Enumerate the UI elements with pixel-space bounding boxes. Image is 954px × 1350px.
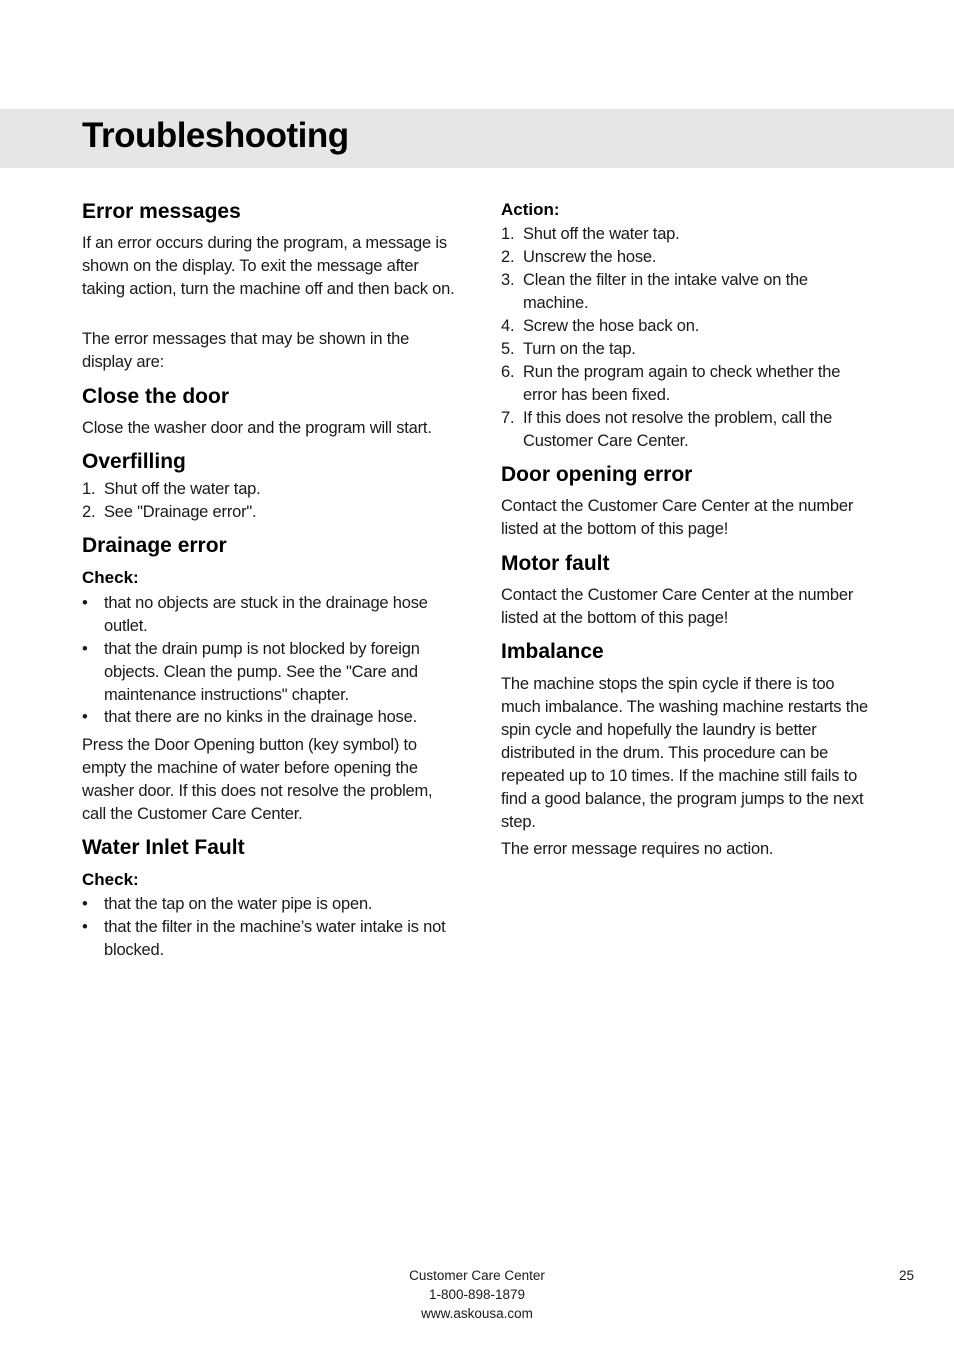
close-door-text: Close the washer door and the program will start. <box>82 419 432 437</box>
step-number: 1. <box>82 480 96 498</box>
check-text: that the tap on the water pipe is open. <box>104 895 373 913</box>
error-messages-heading: Error messages <box>82 200 241 223</box>
door-opening-error-text: Contact the Customer Care Center at the number listed at the bottom of this page! <box>501 497 854 538</box>
drainage-note: Press the Door Opening button (key symbol) to empty the machine of water before opening the washer door. If this does not resolve the problem, call the Customer Care Center. <box>82 736 433 823</box>
step-text: Shut off the water tap. <box>104 480 261 498</box>
step-text: Shut off the water tap. <box>523 225 680 243</box>
drainage-check-label: Check: <box>82 568 139 587</box>
close-door-heading: Close the door <box>82 385 230 408</box>
bullet: • <box>82 594 88 612</box>
step-text: Unscrew the hose. <box>523 248 657 266</box>
step-text: See "Drainage error". <box>104 503 257 521</box>
check-text: that the drain pump is not blocked by foreign objects. Clean the pump. See the "Care and maintenance instructions" chapter. <box>104 640 420 704</box>
check-text: that there are no kinks in the drainage hose. <box>104 708 417 726</box>
footer-website: www.askousa.com <box>421 1306 533 1321</box>
overfilling-heading: Overfilling <box>82 450 186 473</box>
error-messages-intro: If an error occurs during the program, a message is shown on the display. To exit the message after taking action, turn the machine off and then back on. <box>82 234 455 298</box>
motor-fault-text: Contact the Customer Care Center at the number listed at the bottom of this page! <box>501 586 854 627</box>
bullet: • <box>82 918 88 936</box>
step-number: 7. <box>501 409 515 427</box>
footer-phone: 1-800-898-1879 <box>428 1287 526 1302</box>
check-text: that no objects are stuck in the drainage hose outlet. <box>104 594 428 635</box>
imbalance-note: The error message requires no action. <box>501 840 774 858</box>
step-text: Turn on the tap. <box>523 340 636 358</box>
imbalance-text: The machine stops the spin cycle if there is too much imbalance. The washing machine restarts the spin cycle and hopefully the laundry is better distributed in the drum. This procedure can be repeated up to 10 times. If the machine still fails to find a good balance, the program jumps to the next step. <box>501 675 869 831</box>
step-number: 4. <box>501 317 515 335</box>
check-text: that the filter in the machine’s water intake is not blocked. <box>104 918 446 959</box>
page-title: Troubleshooting <box>82 116 349 155</box>
bullet: • <box>82 895 88 913</box>
imbalance-heading: Imbalance <box>501 640 604 663</box>
error-messages-list-intro: The error messages that may be shown in the display are: <box>82 330 410 371</box>
water-inlet-fault-heading: Water Inlet Fault <box>82 836 245 859</box>
step-text: Clean the filter in the intake valve on the machine. <box>523 271 808 312</box>
step-number: 2. <box>82 503 96 521</box>
step-text: Screw the hose back on. <box>523 317 700 335</box>
step-number: 5. <box>501 340 515 358</box>
footer-contact-name: Customer Care Center <box>409 1268 545 1283</box>
page-number: 25 <box>898 1268 914 1283</box>
door-opening-error-heading: Door opening error <box>501 463 693 486</box>
step-text: If this does not resolve the problem, call the Customer Care Center. <box>523 409 833 450</box>
step-text: Run the program again to check whether the error has been fixed. <box>523 363 841 404</box>
drainage-error-heading: Drainage error <box>82 534 227 557</box>
bullet: • <box>82 640 88 658</box>
motor-fault-heading: Motor fault <box>501 552 610 575</box>
step-number: 6. <box>501 363 515 381</box>
step-number: 2. <box>501 248 515 266</box>
step-number: 3. <box>501 271 515 289</box>
bullet: • <box>82 708 88 726</box>
step-number: 1. <box>501 225 515 243</box>
water-inlet-check-label: Check: <box>82 870 139 889</box>
water-inlet-action-label: Action: <box>501 200 560 219</box>
